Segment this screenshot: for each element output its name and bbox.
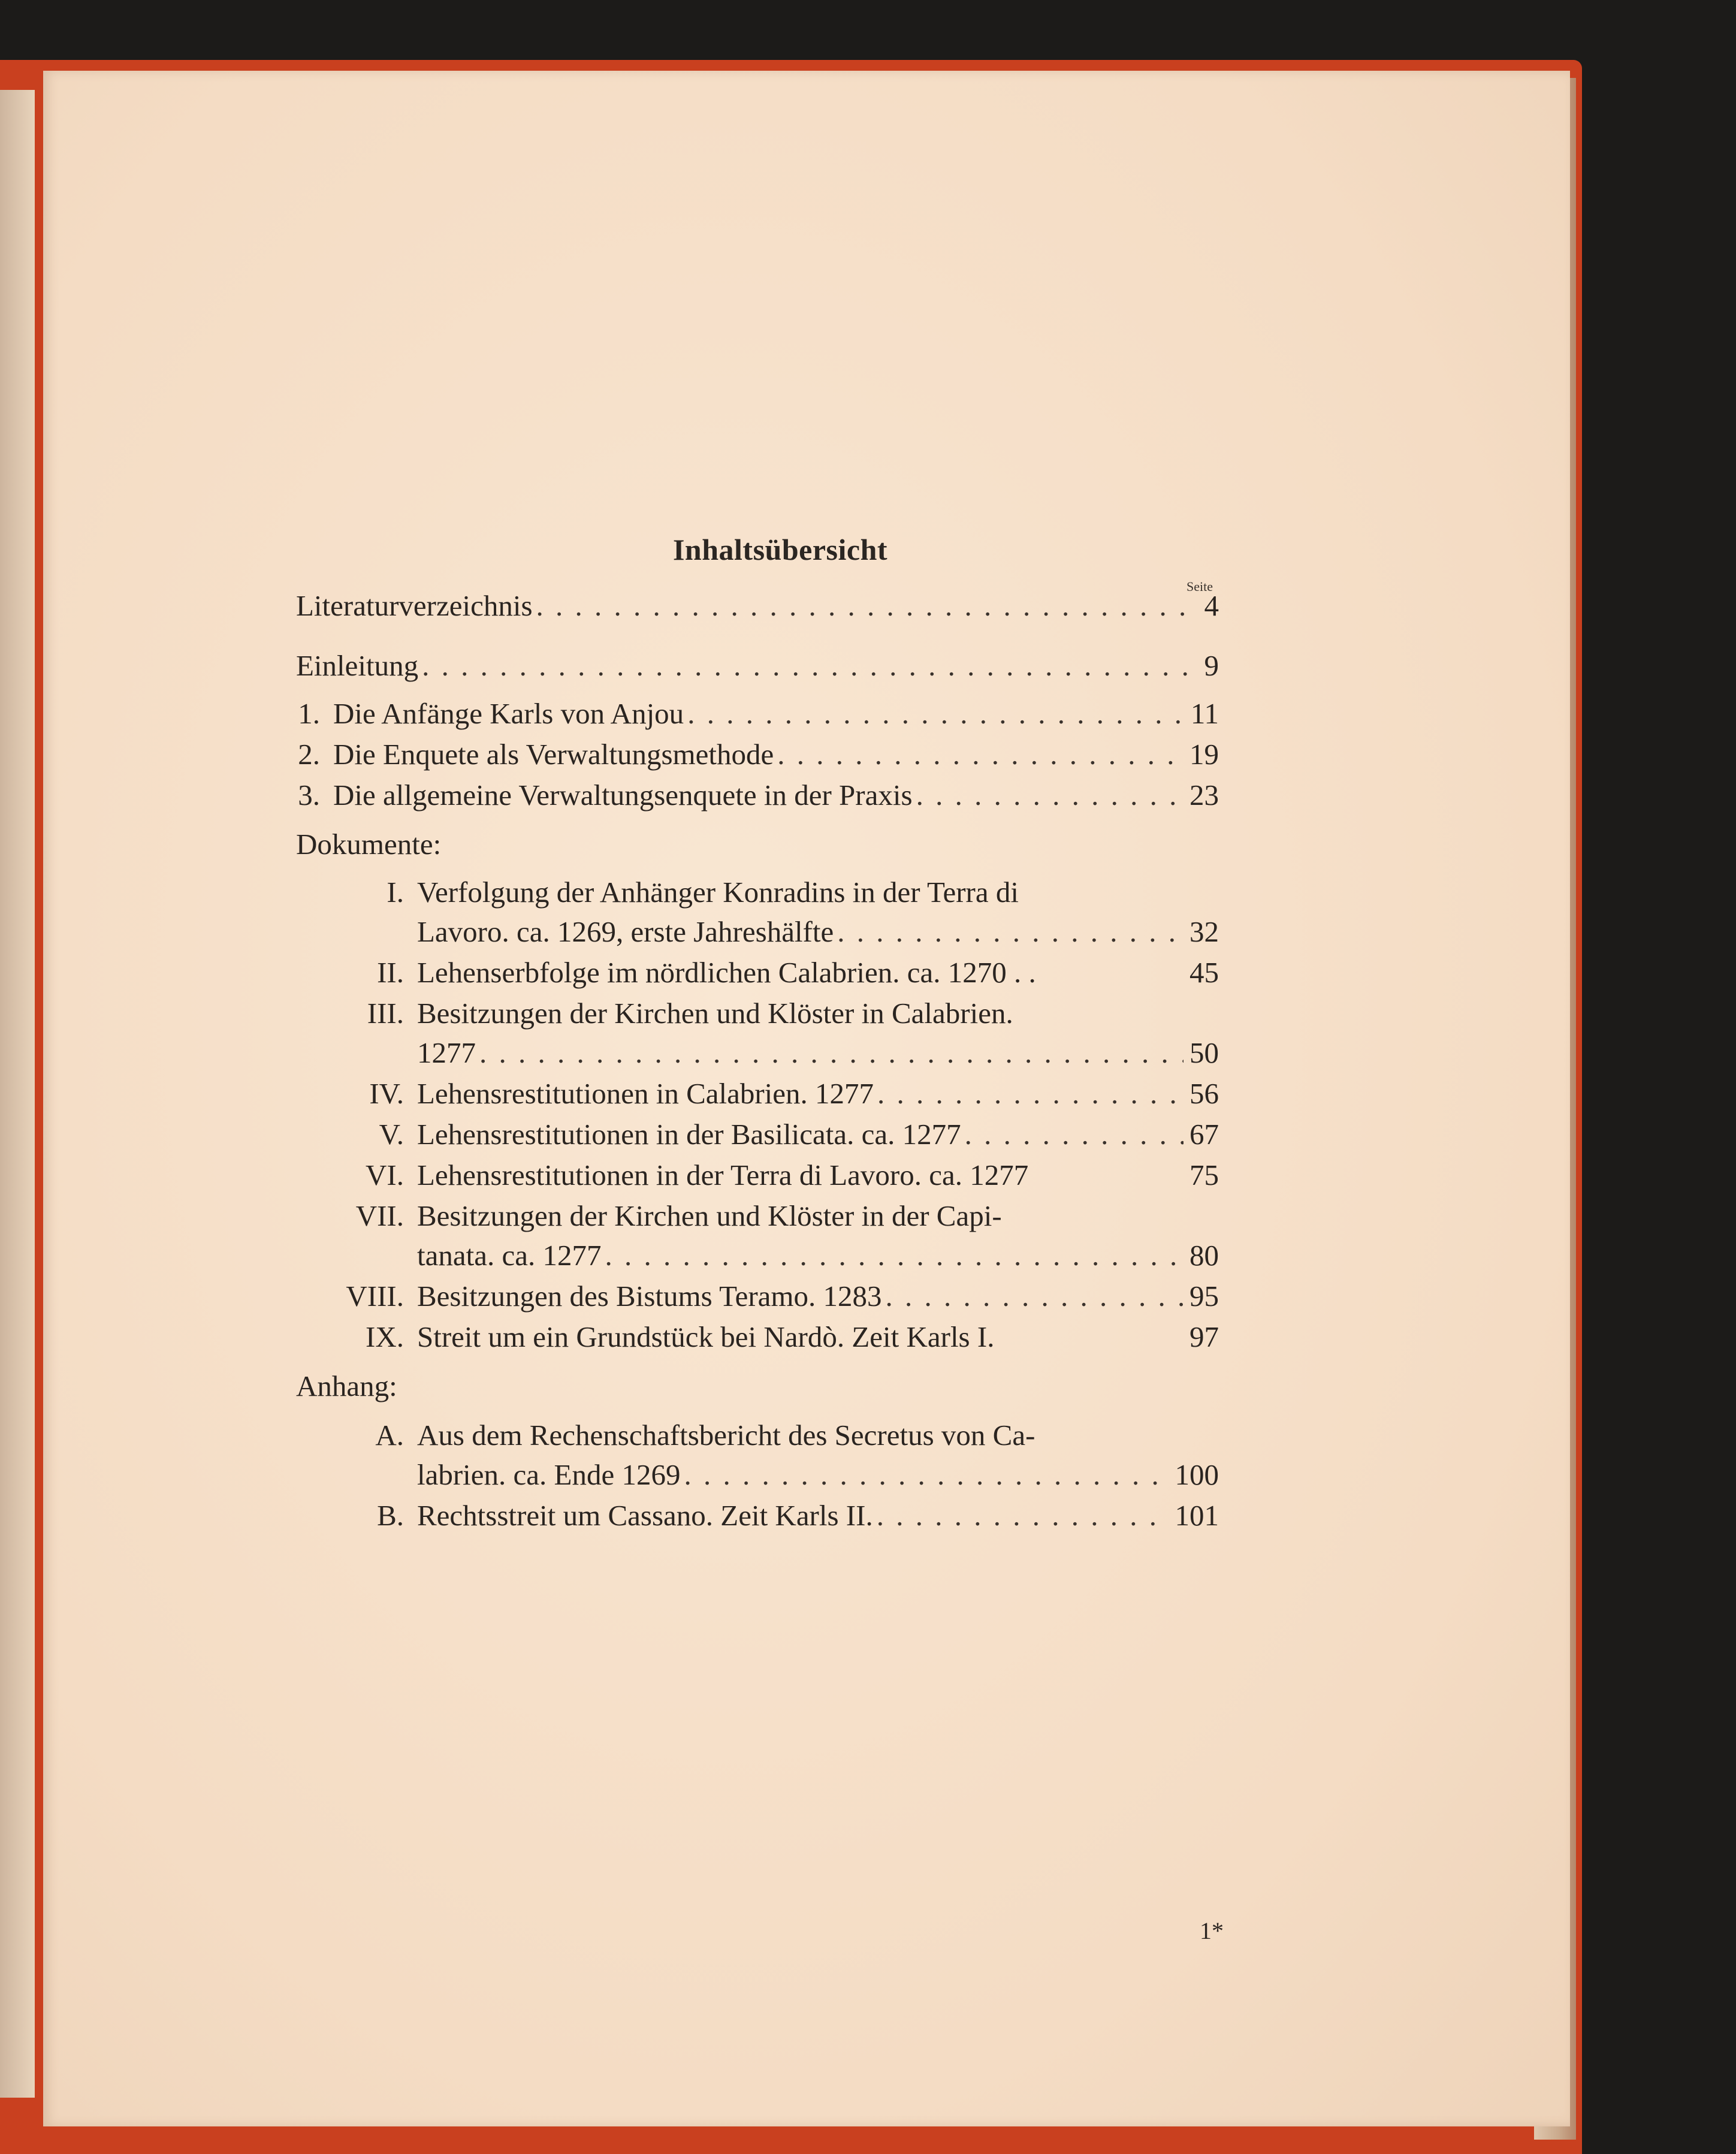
dot-leader [687, 694, 1185, 734]
toc-entry-page: 9 [1204, 649, 1219, 682]
dot-leader [877, 1074, 1184, 1114]
toc-entry-doc-V[interactable] [296, 1115, 1219, 1154]
toc-entry-doc-I[interactable] [417, 912, 1219, 952]
toc-entry-text: Lavoro. ca. 1269, erste Jahreshälfte [417, 915, 834, 948]
seite-column-label: Seite [1186, 579, 1213, 594]
toc-entry-text: 1277 [417, 1036, 476, 1069]
toc-entry-page: 23 [1189, 779, 1219, 811]
dot-leader [777, 735, 1184, 774]
toc-entry-text: Lehensrestitutionen in der Terra di Lavoro. ca. 1277 [417, 1159, 1029, 1191]
toc-entry-number: B. [377, 1499, 404, 1532]
toc-entry-chapter-3[interactable] [296, 776, 1219, 815]
toc-entry-doc-VIII[interactable] [296, 1277, 1219, 1316]
toc-entry-text: Streit um ein Grundstück bei Nardò. Zeit Karls I. [417, 1320, 995, 1353]
toc-entry-text: Rechtsstreit um Cassano. Zeit Karls II. [417, 1499, 873, 1532]
dot-leader [479, 1033, 1184, 1073]
toc-entry-text: Besitzungen der Kirchen und Klöster in Calabrien. [417, 997, 1013, 1030]
anhang-A-line1[interactable] [296, 1416, 1035, 1455]
toc-entry-number: IV. [369, 1077, 404, 1110]
toc-entry-number: 1. [298, 697, 320, 730]
toc-entry-page: 50 [1189, 1036, 1219, 1069]
toc-entry-number: V. [379, 1118, 404, 1151]
toc-entry-einleitung[interactable] [296, 646, 1219, 686]
toc-entry-doc-IV[interactable] [296, 1074, 1219, 1114]
toc-entry-text: Besitzungen des Bistums Teramo. 1283 [417, 1280, 882, 1313]
toc-entry-page: 95 [1189, 1280, 1219, 1313]
toc-entry-doc-IX[interactable] [296, 1317, 1219, 1357]
toc-entry-page: 45 [1189, 956, 1219, 989]
toc-entry-page: 56 [1189, 1077, 1219, 1110]
toc-entry-text: Die Anfänge Karls von Anjou [333, 697, 684, 730]
toc-entry-page: 75 [1189, 1159, 1219, 1191]
toc-entry-page: 19 [1189, 738, 1219, 771]
doc-VII-line1[interactable] [296, 1196, 1002, 1236]
toc-entry-text: labrien. ca. Ende 1269 [417, 1458, 681, 1491]
toc-entry-number: VII. [355, 1199, 404, 1232]
dot-leader [916, 776, 1184, 815]
toc-entry-page: 97 [1189, 1320, 1219, 1353]
toc-entry-text: Lehenserbfolge im nördlichen Calabrien. ca. 1270 . . [417, 956, 1036, 989]
toc-entry-doc-II[interactable] [296, 953, 1219, 992]
toc-entry-doc-VII[interactable] [417, 1236, 1219, 1275]
table-of-contents [43, 71, 1570, 2126]
toc-entry-number: IX. [366, 1320, 404, 1353]
toc-entry-number: II. [377, 956, 404, 989]
toc-entry-chapter-2[interactable] [296, 735, 1219, 774]
toc-entry-page: 32 [1189, 915, 1219, 948]
dot-leader [605, 1236, 1184, 1275]
doc-III-line1[interactable] [296, 994, 1013, 1033]
toc-entry-page: 11 [1190, 697, 1219, 730]
dot-leader [837, 912, 1184, 952]
toc-entry-number: 2. [298, 738, 320, 771]
dot-leader [877, 1496, 1169, 1535]
toc-entry-number: VIII. [346, 1280, 404, 1313]
toc-entry-text: Die allgemeine Verwaltungsenquete in der Praxis [333, 779, 913, 811]
toc-entry-page: 80 [1189, 1239, 1219, 1272]
toc-entry-text: Besitzungen der Kirchen und Klöster in der Capi- [417, 1199, 1002, 1232]
toc-entry-page: 100 [1175, 1458, 1219, 1491]
toc-entry-chapter-1[interactable] [296, 694, 1219, 734]
dot-leader [965, 1115, 1184, 1154]
toc-entry-text: Lehensrestitutionen in der Basilicata. ca. 1277 [417, 1118, 961, 1151]
toc-entry-number: A. [375, 1419, 404, 1452]
toc-entry-text: Aus dem Rechenschaftsbericht des Secretus von Ca- [417, 1419, 1035, 1452]
toc-entry-text: Verfolgung der Anhänger Konradins in der Terra di [417, 876, 1019, 909]
toc-entry-text: Literaturverzeichnis [296, 589, 533, 622]
toc-entry-page: 4 [1204, 589, 1219, 622]
toc-entry-text: Lehensrestitutionen in Calabrien. 1277 [417, 1077, 874, 1110]
toc-entry-number: VI. [366, 1159, 404, 1191]
doc-I-line1[interactable] [296, 873, 1019, 912]
toc-entry-doc-III[interactable] [417, 1033, 1219, 1073]
toc-entry-number: III. [367, 997, 404, 1030]
toc-entry-text: Einleitung [296, 649, 419, 682]
anhang-heading: Anhang: [296, 1369, 397, 1402]
toc-entry-literaturverzeichnis[interactable] [296, 586, 1219, 626]
page-title: Inhaltsübersicht [672, 533, 888, 566]
dot-leader [422, 646, 1198, 686]
toc-entry-text: Die Enquete als Verwaltungsmethode [333, 738, 774, 771]
toc-entry-text: tanata. ca. 1277 [417, 1239, 602, 1272]
toc-entry-page: 101 [1175, 1499, 1219, 1532]
toc-entry-number: I. [387, 876, 404, 909]
dot-leader [536, 586, 1198, 626]
dot-leader [684, 1455, 1169, 1495]
book-page [43, 71, 1570, 2126]
dokumente-heading: Dokumente: [296, 828, 442, 861]
dot-leader [886, 1277, 1184, 1316]
page-folio: 1* [1200, 1917, 1224, 1944]
toc-entry-number: 3. [298, 779, 320, 811]
toc-entry-doc-VI[interactable] [296, 1156, 1219, 1195]
toc-entry-anhang-B[interactable] [296, 1496, 1219, 1535]
left-page-edge [0, 90, 35, 2098]
toc-entry-page: 67 [1189, 1118, 1219, 1151]
toc-entry-anhang-A[interactable] [417, 1455, 1219, 1495]
